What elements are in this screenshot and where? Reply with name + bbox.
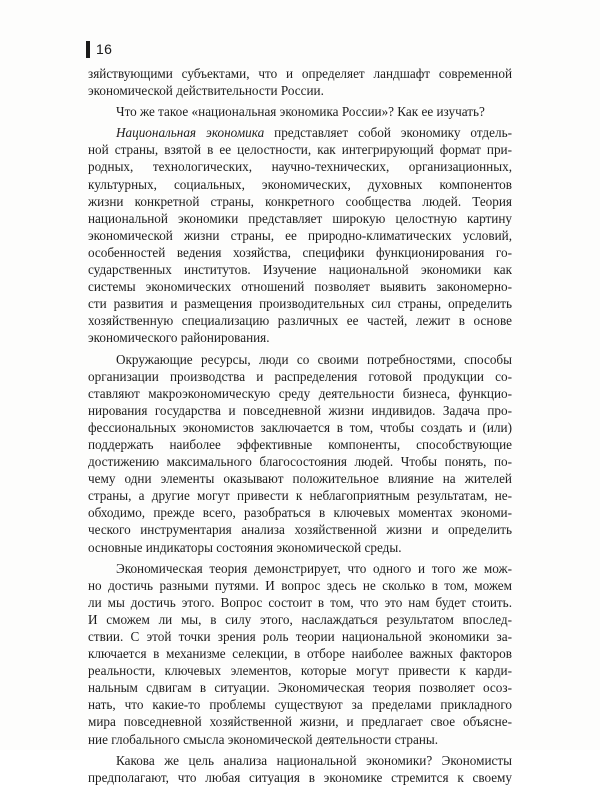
text-line: реальности, ключевых элементов, которые могут привести к карди- [88,663,512,679]
text-line: экономического районирования. [88,330,270,346]
text-line: основные индикаторы состояния экономической среды. [88,539,402,555]
text-line: Окружающие ресурсы, люди со своими потребностями, способы [116,351,512,367]
text-line: нать, что какие-то проблемы существуют за пределами прикладного [88,697,512,713]
text-line: родных, технологических, научно-технических, организационных, [88,159,512,175]
text-line-with-term [88,124,512,141]
text-line: ключается в механизме селекции, в отборе наиболее важных факторов [88,646,512,662]
text-line: экономической действительности России. [88,83,324,99]
paragraph-resources [88,351,512,556]
text-line: зяйствующими субъектами, что и определяет ландшафт современной [88,66,512,81]
text-line: ствии. С этой точки зрения роль теории национальной экономики за- [88,629,512,644]
text-line: Какова же цель анализа национальной экономики? Экономисты [116,752,512,768]
text-line: национальной экономики представляет широкую целостную картину [88,210,512,226]
text-line: жизни конкретной страны, конкретного сообщества людей. Теория [88,193,512,209]
text-line: ставляют макроэкономическую среду деятельности бизнеса, функцио- [88,385,512,401]
text-line-rest: представляет собой экономику отдель- [264,125,512,141]
text-line: нирования государства и повседневной жизни индивидов. Задача про- [88,402,512,418]
page-header [86,40,112,58]
text-line: мира повседневной хозяйственной жизни, и предлагает свое объясне- [88,714,512,730]
text-line: нальным сдвигам в ситуации. Экономическая теория позволяет осоз- [88,680,512,696]
text-line: экономической жизни страны, ее природно-климатических условий, [88,227,512,243]
text-line: чему одни элементы оказывают положительное влияние на жителей [88,471,512,487]
text-line: сти развития и размещения производительных сил страны, определить [88,296,512,312]
body-text [88,65,512,786]
text-line: ние глобального смысла экономической деятельности страны. [88,731,439,747]
text-line: организации производства и распределения готовой продукции со- [88,368,512,384]
header-bar-mark [86,41,90,58]
text-line: ческого инструментария анализа хозяйственной жизни и определить [88,522,512,538]
text-line: хозяйственную специализацию различных ее частей, лежит в основе [88,313,512,329]
paragraph-goal [88,752,512,786]
paragraph-definition [88,124,512,346]
text-line: страны, а другие могут привести к неблагоприятным результатам, не- [88,488,512,504]
text-line: сударственных институтов. Изучение национальной экономики как [88,262,512,278]
text-line: системы экономических отношений позволяет выявить закономерно- [88,279,512,295]
text-line: особенностей ведения хозяйства, специфики функционирования го- [88,244,512,260]
text-line: культурных, социальных, экономических, духовных компонентов [88,176,512,192]
paragraph-continuation [88,65,512,99]
text-line: достижению максимального благосостояния людей. Чтобы понять, по- [88,454,512,470]
text-line: И сможем ли мы, в силу этого, наслаждаться результатом впослед- [88,611,512,627]
text-line: поддержать наиболее эффективные компоненты, способствующие [88,436,512,452]
page-number: 16 [96,41,113,57]
text-line: ли мы достичь этого. Вопрос состоит в том, что это нам будет стоить. [88,594,512,610]
text-line: обходимо, прежде всего, разобраться в ключевых моментах экономи- [88,505,512,521]
text-line: ной страны, взятой в ее целостности, как интегрирующий формат при- [88,142,512,158]
text-line: фессиональных экономистов заключается в том, чтобы создать и (или) [88,419,512,435]
paragraph-theory [88,560,512,748]
text-line: предполагают, что любая ситуация в экономике стремится к своему [88,769,512,785]
text-line: но достичь разными путями. И вопрос здесь не сколько в том, можем [88,577,512,593]
text-line: Что же такое «национальная экономика России»? Как ее изучать? [116,104,485,120]
paragraph-question [88,103,512,120]
defined-term: Национальная экономика [116,125,265,141]
text-line: Экономическая теория демонстрирует, что одного и того же мож- [116,560,512,576]
